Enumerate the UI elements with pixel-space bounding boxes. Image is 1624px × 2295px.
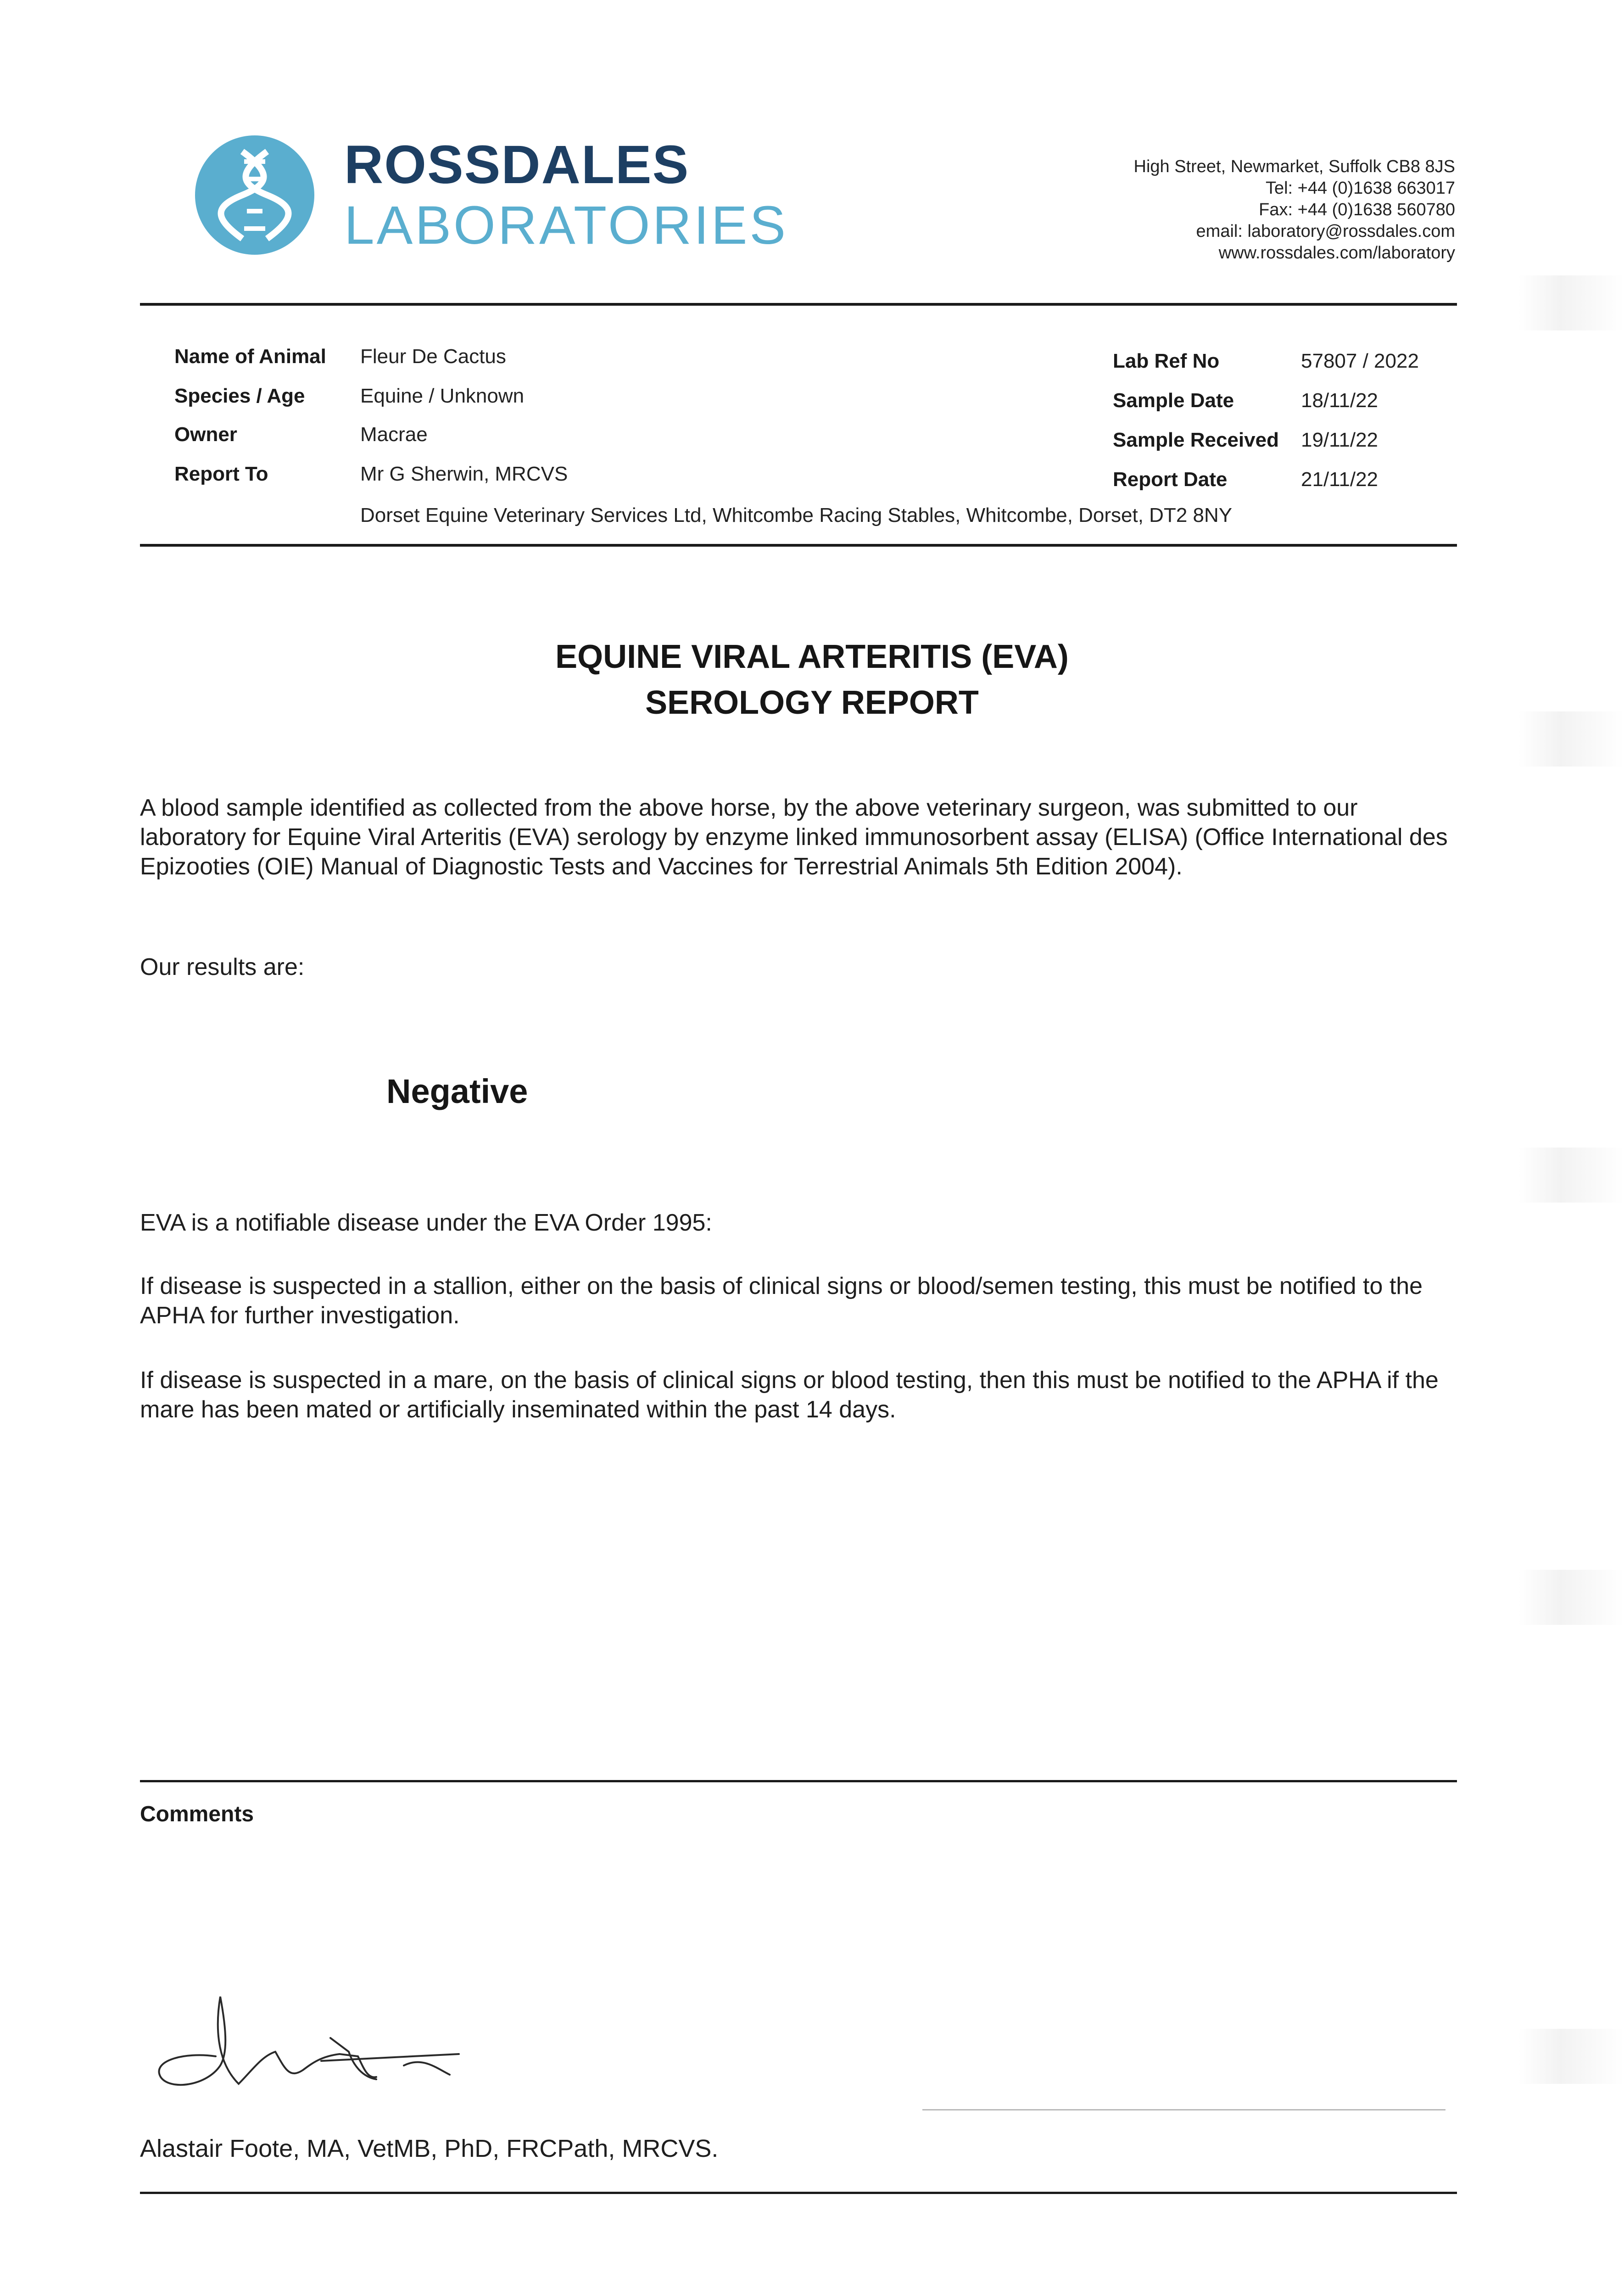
results-lead: Our results are: [140, 954, 305, 980]
contact-fax: Fax: +44 (0)1638 560780 [1259, 200, 1455, 219]
notifiable-statement: EVA is a notifiable disease under the EVA Order 1995: [140, 1209, 712, 1236]
report-title-line2: SEROLOGY REPORT [645, 684, 979, 721]
result-value: Negative [386, 1072, 528, 1110]
scan-artifact [1518, 1570, 1624, 1625]
owner-value: Macrae [360, 423, 428, 446]
comments-label: Comments [140, 1802, 254, 1826]
contact-web: www.rossdales.com/laboratory [1218, 243, 1455, 263]
name-of-animal-label: Name of Animal [174, 345, 326, 368]
sample-date-label: Sample Date [1113, 389, 1234, 412]
scan-artifact [1518, 2029, 1624, 2084]
lab-ref-value: 57807 / 2022 [1301, 350, 1419, 372]
brand-name-line2: LABORATORIES [344, 195, 788, 256]
sample-received-value: 19/11/22 [1301, 429, 1378, 451]
report-to-value: Mr G Sherwin, MRCVS [360, 463, 568, 485]
report-title-line1: EQUINE VIRAL ARTERITIS (EVA) [555, 638, 1069, 675]
signature-image [147, 1987, 477, 2098]
brand-name-line1: ROSSDALES [344, 134, 690, 195]
report-date-value: 21/11/22 [1301, 468, 1378, 491]
species-age-label: Species / Age [174, 385, 305, 407]
contact-block [1134, 156, 1455, 264]
footer-divider [140, 2192, 1457, 2194]
name-of-animal-value: Fleur De Cactus [360, 345, 506, 368]
mare-note: If disease is suspected in a mare, on the basis of clinical signs or blood testing, then this must be notified to the APHA if the mare has been mated or artificially inseminated within the past 14 days. [140, 1367, 1439, 1423]
scan-artifact [1518, 275, 1624, 330]
contact-email: email: laboratory@rossdales.com [1196, 222, 1455, 241]
report-to-address: Dorset Equine Veterinary Services Ltd, Whitcombe Racing Stables, Whitcombe, Dorset, DT2 8NY [360, 504, 1233, 526]
contact-address: High Street, Newmarket, Suffolk CB8 8JS [1133, 157, 1455, 176]
scan-artifact [1518, 711, 1624, 767]
species-age-value: Equine / Unknown [360, 385, 525, 407]
report-to-label: Report To [174, 463, 268, 485]
dna-helix-icon [193, 133, 317, 257]
lab-ref-label: Lab Ref No [1113, 350, 1220, 372]
contact-tel: Tel: +44 (0)1638 663017 [1265, 179, 1455, 198]
comments-divider [140, 1780, 1457, 1782]
signature-line [922, 2109, 1445, 2110]
stallion-note: If disease is suspected in a stallion, either on the basis of clinical signs or blood/semen testing, this must be notified to the APHA for further investigation. [140, 1273, 1423, 1329]
owner-label: Owner [174, 423, 237, 446]
header-divider [140, 303, 1457, 306]
sample-date-value: 18/11/22 [1301, 389, 1378, 412]
sample-received-label: Sample Received [1113, 429, 1279, 451]
info-divider [140, 544, 1457, 547]
report-date-label: Report Date [1113, 468, 1228, 491]
scan-artifact [1518, 1148, 1624, 1203]
intro-paragraph: A blood sample identified as collected from the above horse, by the above veterinary surgeon, was submitted to our laboratory for Equine Viral Arteritis (EVA) serology by enzyme linked immunosorbent assay (ELISA) (Office International des Epizooties (OIE) Manual of Diagnostic Tests and Vaccines for Terrestrial Animals 5th Edition 2004). [140, 795, 1448, 880]
signer-name: Alastair Foote, MA, VetMB, PhD, FRCPath, MRCVS. [140, 2135, 719, 2162]
